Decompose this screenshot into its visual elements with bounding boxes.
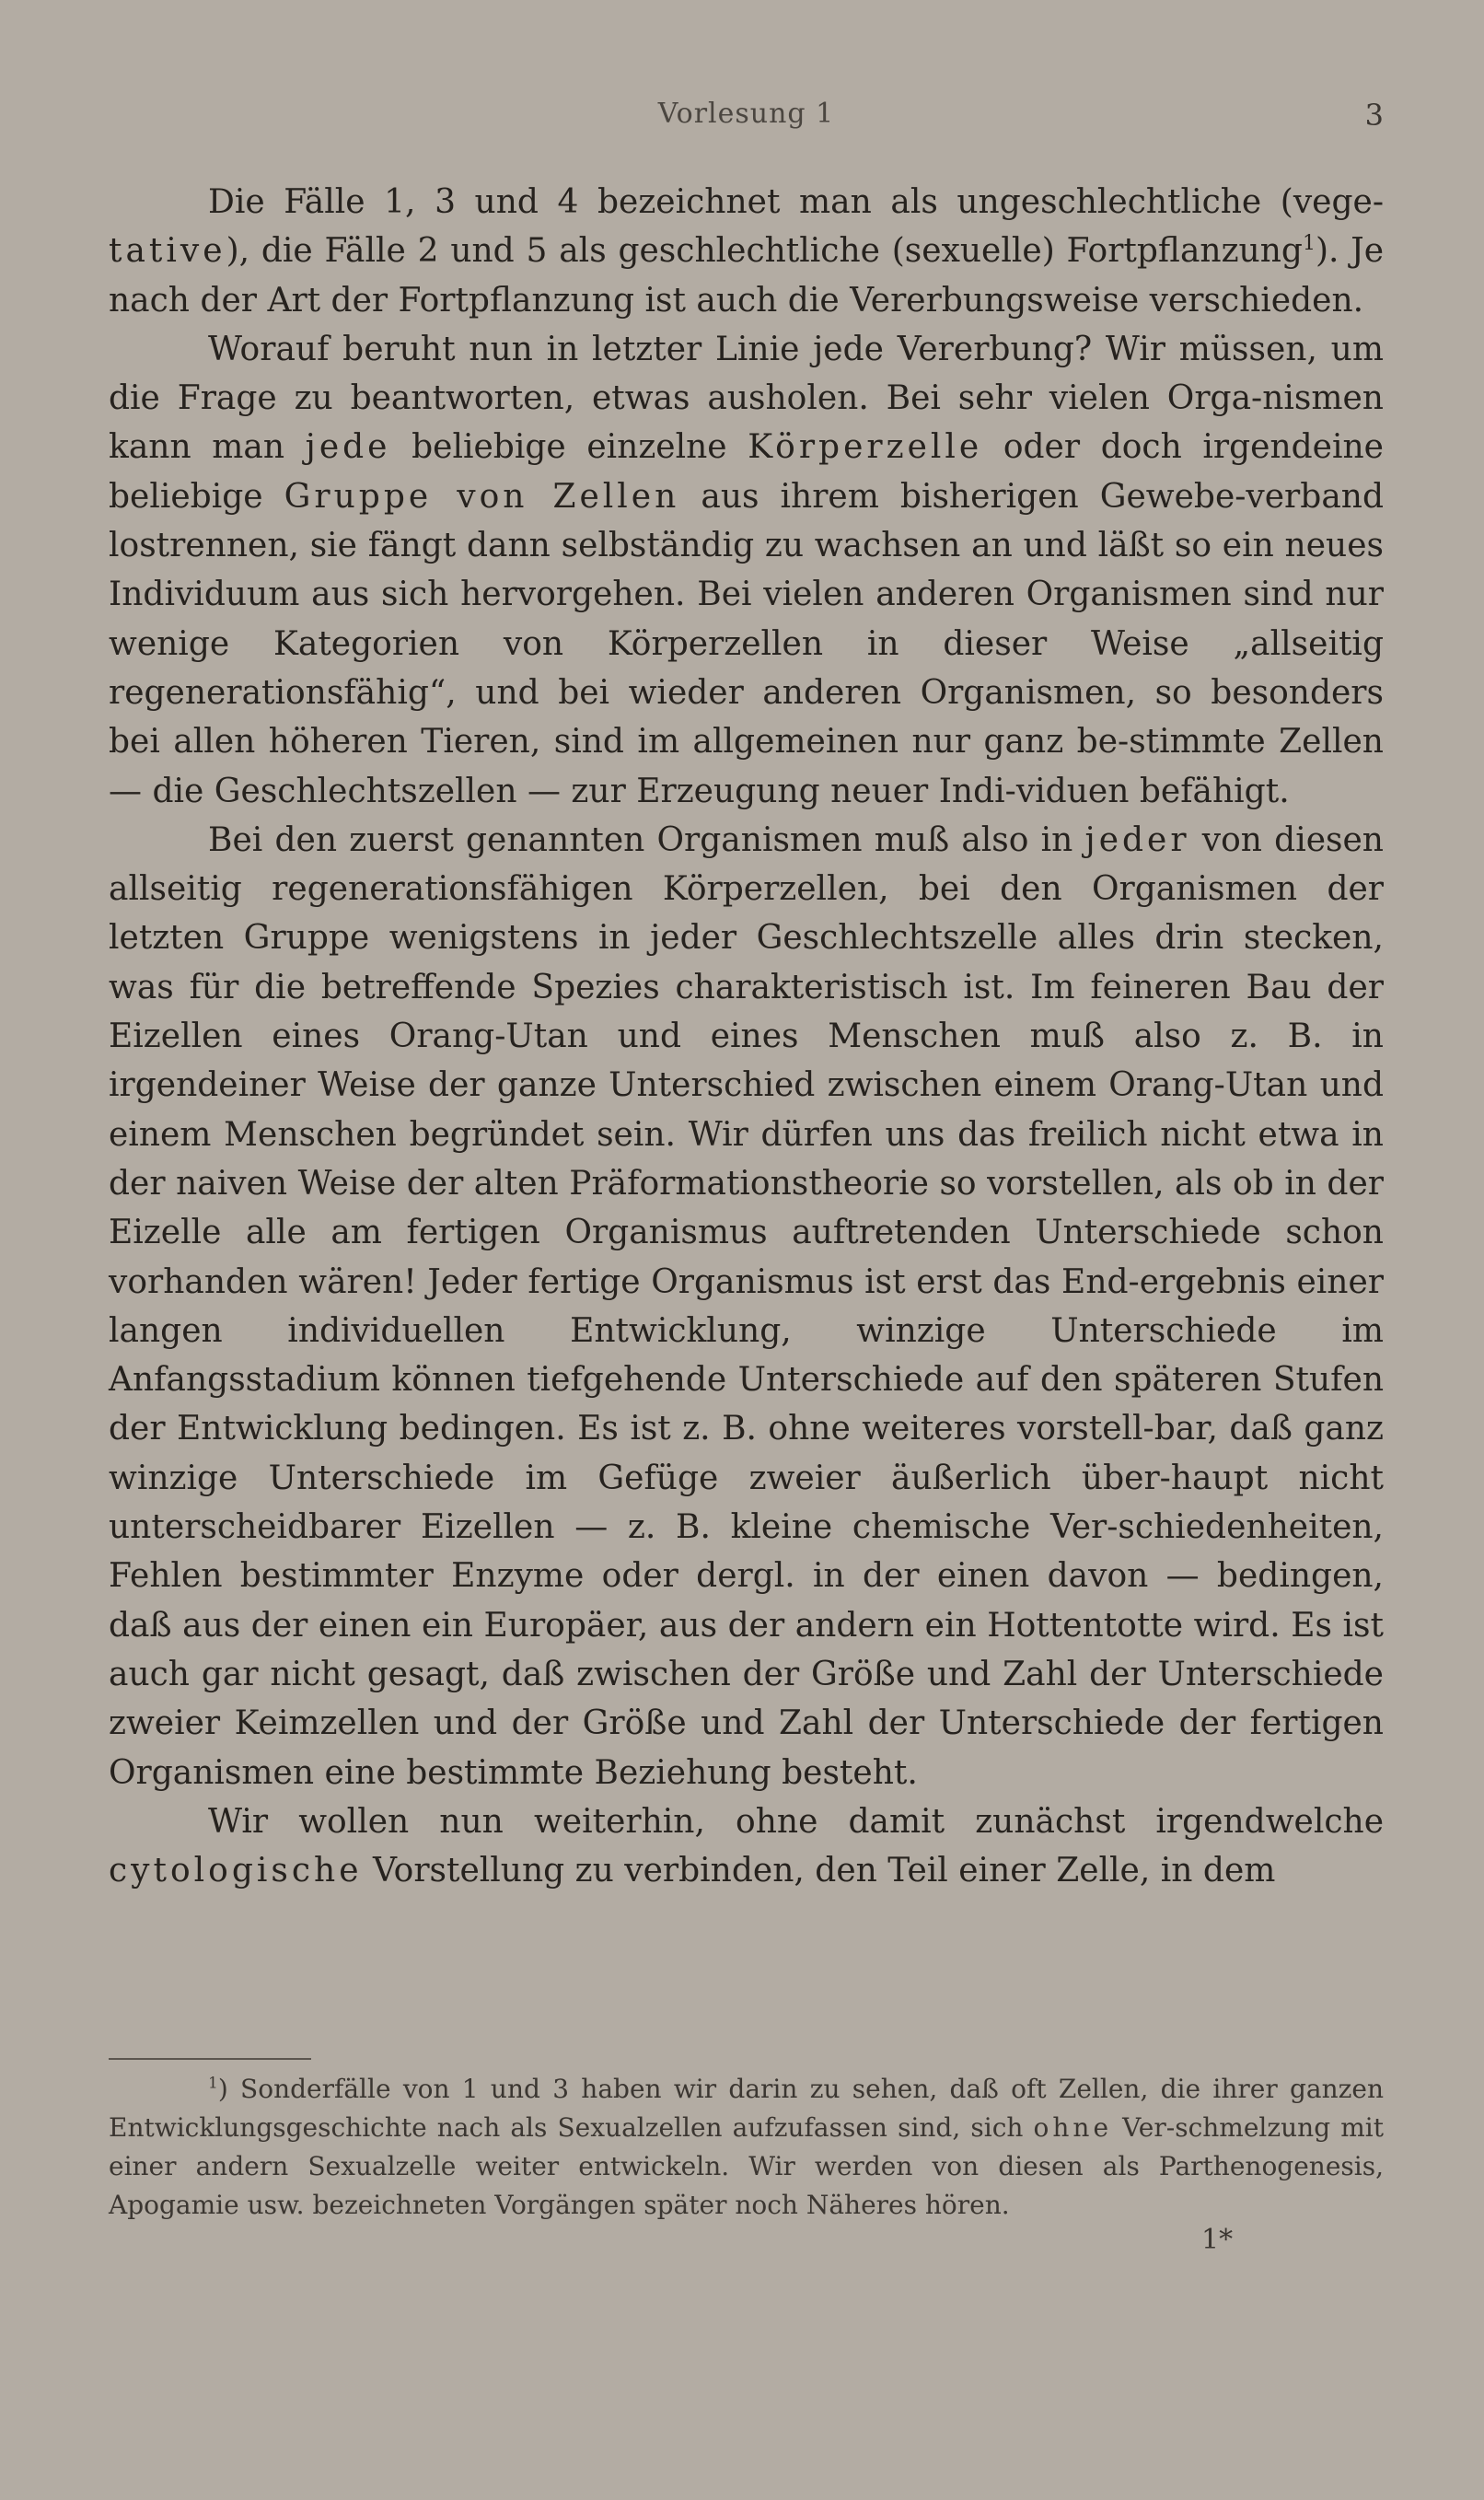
paragraph-4: Wir wollen nun weiterhin, ohne damit zunächst irgendwelche cytologische Vorstellung zu verbinden, den Teil einer Zelle, in dem <box>109 1802 1384 1890</box>
page-header <box>109 98 1384 138</box>
spaced-word: cytologische <box>109 1852 363 1890</box>
paragraph-1: Die Fälle 1, 3 und 4 bezeichnet man als ungeschlechtliche (vege-tative), die Fälle 2 und 5 als geschlechtliche (sexuelle) Fortpflanzung$^1$). Je nach der Art der Fortpflanzung ist auch die Vererbungsweise verschieden. <box>109 183 1385 320</box>
spaced-word: tative <box>109 232 226 271</box>
footnote-marker: 1 <box>208 2074 218 2093</box>
footnote-divider <box>109 2058 311 2060</box>
body-text <box>109 178 1384 1895</box>
paragraph-2: Worauf beruht nun in letzter Linie jede Vererbung? Wir müssen, um die Frage zu beantworten, etwas ausholen. Bei sehr vielen Orga-nismen kann man jede beliebige einzelne Körperzelle oder doch irgendeine beliebige Gruppe von Zellen aus ihrem bisherigen Gewebe-verband lostrennen, sie fängt dann selbständig zu wachsen an und läßt so ein neues Individuum aus sich hervorgehen. Bei vielen anderen Organismen sind nur wenige Kategorien von Körperzellen in dieser Weise „allseitig regenerationsfähig“, und bei wieder anderen Organismen, so besonders bei allen höheren Tieren, sind im allgemeinen nur ganz be-stimmte Zellen — die Geschlechtszellen — zur Erzeugung neuer Indi-viduen befähigt. <box>109 330 1385 810</box>
running-title: Vorlesung 1 <box>657 98 835 130</box>
spaced-word: Gruppe von Zellen <box>284 477 680 516</box>
paragraph-3: Bei den zuerst genannten Organismen muß also in jeder von diesen allseitig regenerationsfähigen Körperzellen, bei den Organismen der letzten Gruppe wenigstens in jeder Geschlechtszelle alles drin stecken, was für die betreffende Spezies charakteristisch ist. Im feineren Bau der Eizellen eines Orang-Utan und eines Menschen muß also z. B. in irgendeiner Weise der ganze Unterschied zwischen einem Orang-Utan und einem Menschen begründet sein. Wir dürfen uns das freilich nicht etwa in der naiven Weise der alten Präformationstheorie so vorstellen, als ob in der Eizelle alle am fertigen Organismus auftretenden Unterschiede schon vorhanden wären! Jeder fertige Organismus ist erst das End-ergebnis einer langen individuellen Entwicklung, winzige Unterschiede im Anfangsstadium können tiefgehende Unterschiede auf den späteren Stufen der Entwicklung bedingen. Es ist z. B. ohne weiteres vorstell-bar, daß ganz winzige Unterschiede im Gefüge zweier äußerlich über-haupt nicht unterscheidbarer Eizellen — z. B. kleine chemische Ver-schiedenheiten, Fehlen bestimmter Enzyme oder dergl. in der einen davon — bedingen, daß aus der einen ein Europäer, aus der andern ein Hottentotte wird. Es ist auch gar nicht gesagt, daß zwischen der Größe und Zahl der Unterschiede zweier Keimzellen und der Größe und Zahl der Unterschiede der fertigen Organismen eine bestimmte Beziehung besteht. <box>109 820 1384 1792</box>
footnote-1: $^1$) Sonderfälle von 1 und 3 haben wir darin zu sehen, daß oft Zellen, die ihrer ganzen Entwicklungsgeschichte nach als Sexualzellen aufzufassen sind, sich ohne Ver-schmelzung mit einer andern Sexualzelle weiter entwickeln. Wir werden von diesen als Parthenogenesis, Apogamie usw. bezeichneten Vorgängen später noch Näheres hören. <box>109 2074 1384 2220</box>
spaced-word: ohne <box>1033 2112 1113 2143</box>
page-number: 3 <box>1364 98 1384 133</box>
printer-signature: 1* <box>1201 2224 1234 2256</box>
spaced-word: jeder <box>1084 820 1190 859</box>
footnote-reference: 1 <box>1302 232 1316 256</box>
spaced-word: jede <box>305 428 391 467</box>
spaced-word: Körperzelle <box>748 428 983 467</box>
